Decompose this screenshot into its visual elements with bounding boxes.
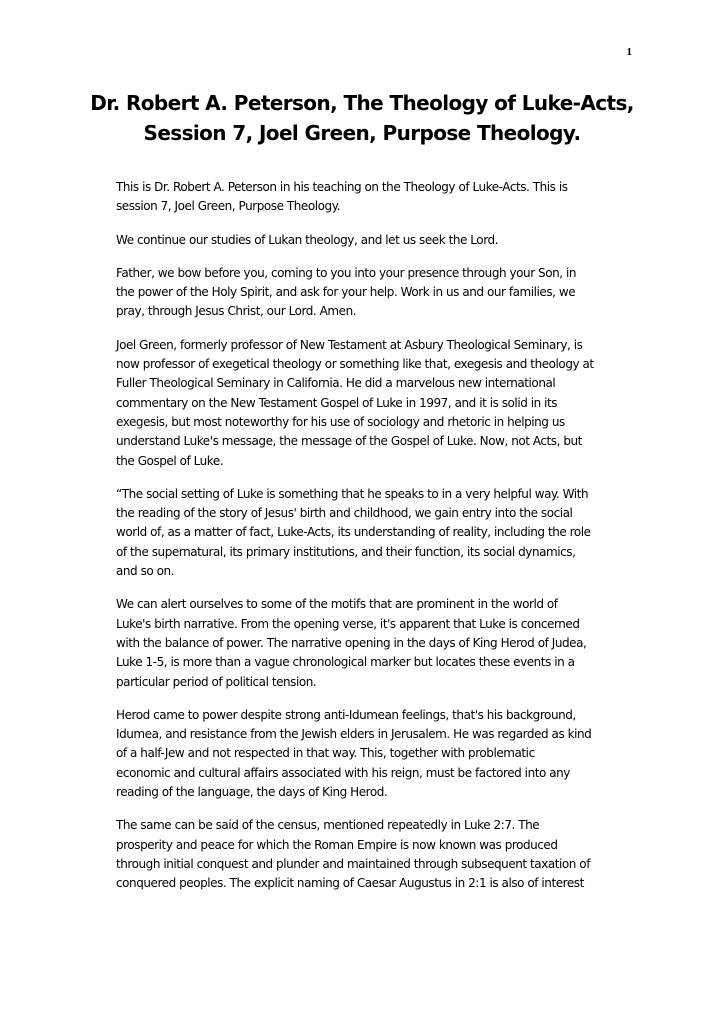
- paragraph-line: We can alert ourselves to some of the motifs that are prominent in the world of: [116, 597, 558, 612]
- paragraph-line: Joel Green, formerly professor of New Testament at Asbury Theological Seminary, is: [116, 337, 583, 352]
- document-body: [116, 178, 646, 908]
- paragraph-line: the Gospel of Luke.: [116, 453, 224, 468]
- paragraph-line: particular period of political tension.: [116, 674, 317, 689]
- paragraph-line: reading of the language, the days of King Herod.: [116, 785, 388, 800]
- paragraph-line: Idumea, and resistance from the Jewish elders in Jerusalem. He was regarded as kind: [116, 727, 592, 742]
- paragraph-line: economic and cultural affairs associated with his reign, must be factored into any: [116, 765, 570, 780]
- paragraph: [116, 595, 646, 691]
- paragraph-line: through initial conquest and plunder and maintained through subsequent taxation of: [116, 856, 590, 871]
- paragraph: [116, 485, 646, 581]
- paragraph-line: Herod came to power despite strong anti-Idumean feelings, that's his background,: [116, 707, 576, 722]
- paragraph-line: the reading of the story of Jesus' birth and childhood, we gain entry into the social: [116, 506, 573, 521]
- title-line-2: Session 7, Joel Green, Purpose Theology.: [143, 121, 581, 145]
- paragraph-line: prosperity and peace for which the Roman Empire is now known was produced: [116, 837, 558, 852]
- paragraph-line: with the balance of power. The narrative opening in the days of King Herod of Judea,: [116, 635, 587, 650]
- paragraph-line: of a half-Jew and not respected in that way. This, together with problematic: [116, 746, 535, 761]
- title-line-1: Dr. Robert A. Peterson, The Theology of Luke-Acts,: [90, 91, 634, 115]
- paragraph-line: exegesis, but most noteworthy for his use of sociology and rhetoric in helping us: [116, 414, 565, 429]
- paragraph: [116, 706, 646, 802]
- paragraph-line: Fuller Theological Seminary in California. He did a marvelous new international: [116, 376, 556, 391]
- paragraph-line: session 7, Joel Green, Purpose Theology.: [116, 199, 341, 214]
- paragraph-line: world of, as a matter of fact, Luke-Acts, its understanding of reality, including the role: [116, 525, 591, 540]
- paragraph-line: The same can be said of the census, mentioned repeatedly in Luke 2:7. The: [116, 818, 540, 833]
- paragraph-line: This is Dr. Robert A. Peterson in his teaching on the Theology of Luke-Acts. This is: [116, 180, 568, 194]
- paragraph: [116, 264, 646, 322]
- paragraph-line: understand Luke's message, the message of the Gospel of Luke. Now, not Acts, but: [116, 434, 582, 449]
- document-title: [80, 88, 644, 148]
- paragraph-line: Luke's birth narrative. From the opening verse, it's apparent that Luke is concerned: [116, 616, 580, 631]
- paragraph-line: of the supernatural, its primary institutions, and their function, its social dynamics,: [116, 544, 576, 559]
- paragraph: [116, 231, 646, 250]
- paragraph-line: commentary on the New Testament Gospel of Luke in 1997, and it is solid in its: [116, 395, 558, 410]
- paragraph-line: Luke 1-5, is more than a vague chronological marker but locates these events in a: [116, 655, 575, 670]
- paragraph-line: pray, through Jesus Christ, our Lord. Amen.: [116, 304, 357, 319]
- paragraph: [116, 336, 646, 471]
- paragraph: [116, 178, 646, 217]
- paragraph-line: the power of the Holy Spirit, and ask for your help. Work in us and our families, we: [116, 285, 576, 300]
- paragraph-line: Father, we bow before you, coming to you into your presence through your Son, in: [116, 265, 577, 280]
- paragraph-line: “The social setting of Luke is something that he speaks to in a very helpful way. With: [116, 486, 589, 501]
- paragraph-line: and so on.: [116, 564, 175, 579]
- paragraph-line: now professor of exegetical theology or something like that, exegesis and theology at: [116, 357, 594, 372]
- paragraph-line: We continue our studies of Lukan theology, and let us seek the Lord.: [116, 232, 498, 247]
- paragraph-line: conquered peoples. The explicit naming of Caesar Augustus in 2:1 is also of interest: [116, 876, 584, 891]
- page-number: 1: [626, 46, 632, 58]
- paragraph: [116, 816, 646, 893]
